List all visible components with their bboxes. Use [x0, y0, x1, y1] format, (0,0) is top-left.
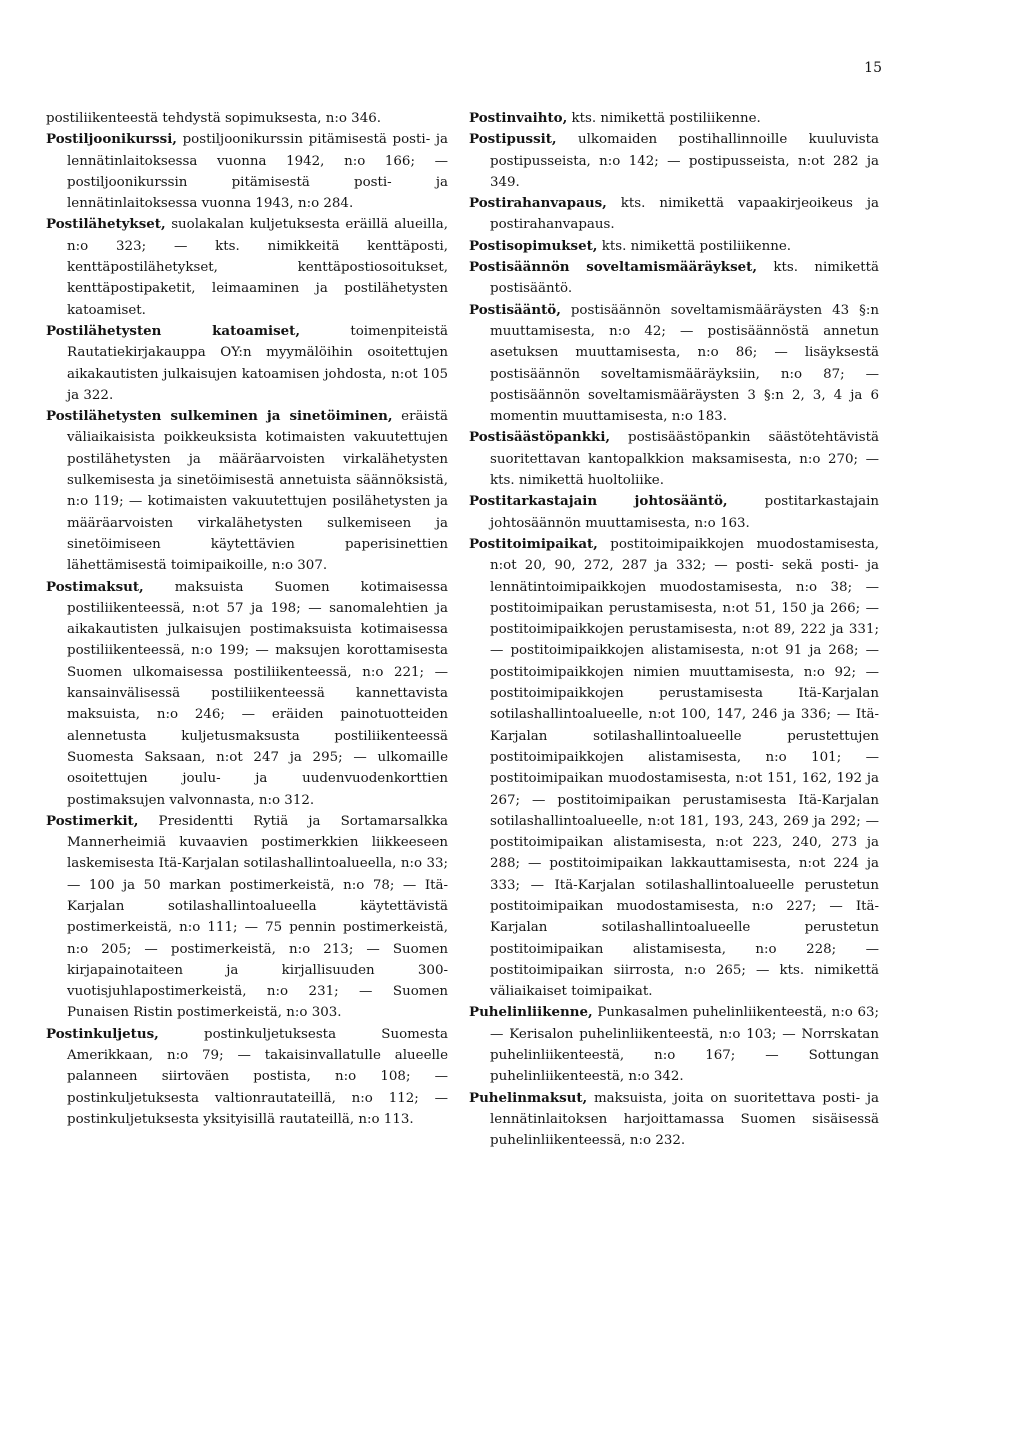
- index-entry: [469, 108, 879, 129]
- entry-term: Postisäästöpankki,: [469, 429, 611, 446]
- index-entry: [469, 300, 879, 428]
- entry-text: kts. nimikettä postiliikenne.: [597, 238, 792, 254]
- entry-text: toimenpiteistä Rautatiekirjakauppa OY:n myymälöihin osoitettujen aikakautisten julkaisujen katoamisen johdosta, n:ot 105 ja 322.: [67, 323, 448, 403]
- index-entry: [469, 1002, 879, 1087]
- index-entry: [469, 534, 879, 1003]
- index-entry: [469, 236, 879, 257]
- entry-term: Postimerkit,: [46, 812, 139, 829]
- entry-text: ulkomaiden postihallinnoille kuuluvista postipusseista, n:o 142; — postipusseista, n:ot 282 ja 349.: [490, 132, 879, 190]
- index-entry: [46, 129, 448, 214]
- page-number: 15: [864, 60, 882, 76]
- index-entry: [46, 321, 448, 406]
- entry-text: postitarkastajain johtosäännön muuttamisesta, n:o 163.: [490, 494, 879, 531]
- entry-text: maksuista, joita on suoritettava posti- ja lennätinlaitoksen harjoittamassa Suomen sisäisessä puhelinliikenteessä, n:o 232.: [490, 1090, 879, 1149]
- entry-term: Postinkuljetus,: [46, 1025, 159, 1042]
- entry-term: Postirahanvapaus,: [469, 195, 607, 212]
- entry-text: postitoimipaikkojen muodostamisesta, n:ot 20, 90, 272, 287 ja 332; — posti- sekä posti- ja lennätintoimipaikkojen muodostamisesta, n:o 38; — postitoimipaikan perustamisesta, n:ot 51, 150 ja 266; — postitoimipaikkojen perustamisesta, n:ot 89, 222 ja 331; — postitoimipaikkojen alistamisesta, n:ot 91 ja 268; — postitoimipaikkojen nimien muuttamisesta, n:o 92; — postitoimipaikkojen perustamisesta Itä-Karjalan sotilashallintoalueelle, n:ot 100, 147, 246 ja 336; — Itä-Karjalan sotilashallintoalueelle perustettujen postitoimipaikkojen alistamisesta, n:o 101; — postitoimipaikan muodostamisesta, n:ot 151, 162, 192 ja 267; — postitoimipaikan perustamisesta Itä-Karjalan sotilashallintoalueelle, n:ot 181, 193, 243, 269 ja 292; — postitoimipaikan alistamisesta, n:ot 223, 240, 273 ja 288; — postitoimipaikan lakkauttamisesta, n:ot 224 ja 333; — Itä-Karjalan sotilashallintoalueelle perustetun postitoimipaikan muodostamisesta, n:o 227; — Itä-Karjalan sotilashallintoalueelle perustetun postitoimipaikan alistamisesta, n:o 228; — postitoimipaikan siirrosta, n:o 265; — kts. nimikettä väliaikaiset toimipaikat.: [490, 536, 879, 1000]
- entry-text: kts. nimikettä postiliikenne.: [567, 111, 761, 126]
- entry-term: Postipussit,: [469, 131, 557, 148]
- entry-term: Postilähetysten sulkeminen ja sinetöiminen,: [46, 408, 393, 425]
- entry-text: postisäännön soveltamismääräysten 43 §:n muuttamisesta, n:o 42; — postisäännöstä annetun asetuksen muuttamisesta, n:o 86; — lisäyksestä postisäännön soveltamismääräyksiin, n:o 87; — postisäännön soveltamismääräysten 3 §:n 2, 3, 4 ja 6 momentin muuttamisesta, n:o 183.: [490, 302, 879, 425]
- entry-text: kts. nimikettä vapaakirjeoikeus ja postirahanvapaus.: [490, 196, 879, 233]
- index-entry: [469, 491, 879, 534]
- entry-text: Presidentti Rytiä ja Sortamarsalkka Mannerheimiä kuvaavien postimerkkien liikkeeseen laskemisesta Itä-Karjalan sotilashallintoalueella, n:o 33; — 100 ja 50 markan postimerkeistä, n:o 78; — Itä-Karjalan sotilashallintoalueella käytettävistä postimerkeistä, n:o 111; — 75 pennin postimerkeistä, n:o 205; — postimerkeistä, n:o 213; — Suomen kirjapainotaiteen ja kirjallisuuden 300-vuotisjuhlapostimerkeistä, n:o 231; — Suomen Punaisen Ristin postimerkeistä, n:o 303.: [67, 813, 448, 1021]
- index-entry: [46, 108, 448, 129]
- entry-term: Postiljoonikurssi,: [46, 131, 177, 148]
- index-entry: [469, 129, 879, 193]
- index-entry: [469, 1088, 879, 1152]
- index-entry: [46, 811, 448, 1024]
- entry-term: Postisääntö,: [469, 301, 561, 318]
- index-column-left: [46, 108, 448, 1130]
- entry-term: Postisopimukset,: [469, 237, 598, 254]
- index-entry: [469, 193, 879, 236]
- entry-term: Puhelinliikenne,: [469, 1004, 593, 1021]
- index-entry: [46, 577, 448, 811]
- entry-term: Postisäännön soveltamismääräykset,: [469, 259, 757, 276]
- entry-text: postiliikenteestä tehdystä sopimuksesta, n:o 346.: [46, 111, 382, 126]
- entry-term: Postitoimipaikat,: [469, 535, 598, 552]
- entry-text: postisäästöpankin säästötehtävistä suoritettavan kantopalkkion maksamisesta, n:o 270; — kts. nimikettä huoltoliike.: [490, 430, 879, 489]
- entry-text: postinkuljetuksesta Suomesta Amerikkaan, n:o 79; — takaisinvallatulle alueelle palanneen siirtoväen postista, n:o 108; — postinkuljetuksesta valtionrautateillä, n:o 112; — postinkuljetuksesta yksityisillä rautateillä, n:o 113.: [67, 1026, 448, 1127]
- entry-term: Postitarkastajain johtosääntö,: [469, 493, 728, 510]
- entry-term: Postilähetykset,: [46, 216, 166, 233]
- entry-text: Punkasalmen puhelinliikenteestä, n:o 63; — Kerisalon puhelinliikenteestä, n:o 103; — Norrskatan puhelinliikenteestä, n:o 167; — Sottungan puhelinliikenteestä, n:o 342.: [490, 1005, 879, 1085]
- entry-text: eräistä väliaikaisista poikkeuksista kotimaisten vakuutettujen postilähetysten ja määräarvoisten virkalähetysten sulkemisesta ja sinetöimisestä annetuista säännöksistä, n:o 119; — kotimaisten vakuutettujen posilähetysten ja määräarvoisten virkalähetysten sulkemiseen ja sinetöimiseen käytettävien paperisinettien lähettämisestä toimipaikoille, n:o 307.: [67, 409, 448, 574]
- index-entry: [46, 406, 448, 576]
- entry-term: Postilähetysten katoamiset,: [46, 322, 301, 339]
- index-entry: [469, 427, 879, 491]
- index-entry: [46, 1024, 448, 1130]
- index-entry: [469, 257, 879, 300]
- entry-text: kts. nimikettä postisääntö.: [490, 260, 880, 297]
- entry-text: postiljoonikurssin pitämisestä posti- ja lennätinlaitoksessa vuonna 1942, n:o 166; — postiljoonikurssin pitämisestä posti- ja lennätinlaitoksessa vuonna 1943, n:o 284.: [67, 132, 448, 212]
- index-entry: [46, 214, 448, 320]
- entry-text: maksuista Suomen kotimaisessa postiliikenteessä, n:ot 57 ja 198; — sanomalehtien ja aikakautisten julkaisujen postimaksuista kotimaisessa postiliikenteessä, n:o 199; — maksujen korottamisesta Suomen ulkomaisessa postiliikenteessä, n:o 221; — kansainvälisessä postiliikenteessä kannettavista maksuista, n:o 246; — eräiden painotuotteiden alennetusta kuljetusmaksusta postiliikenteessä Suomesta Saksaan, n:ot 247 ja 295; — ulkomaille osoitettujen joulu- ja uudenvuodenkorttien postimaksujen valvonnasta, n:o 312.: [67, 579, 448, 808]
- entry-text: suolakalan kuljetuksesta eräillä alueilla, n:o 323; — kts. nimikkeitä kenttäposti, kenttäpostilähetykset, kenttäpostiosoitukset, kenttäpostipaketit, leimaaminen ja postilähetysten katoamiset.: [67, 217, 448, 318]
- entry-term: Postinvaihto,: [469, 110, 568, 126]
- entry-term: Puhelinmaksut,: [469, 1089, 588, 1106]
- entry-term: Postimaksut,: [46, 578, 144, 595]
- index-column-right: [469, 108, 879, 1152]
